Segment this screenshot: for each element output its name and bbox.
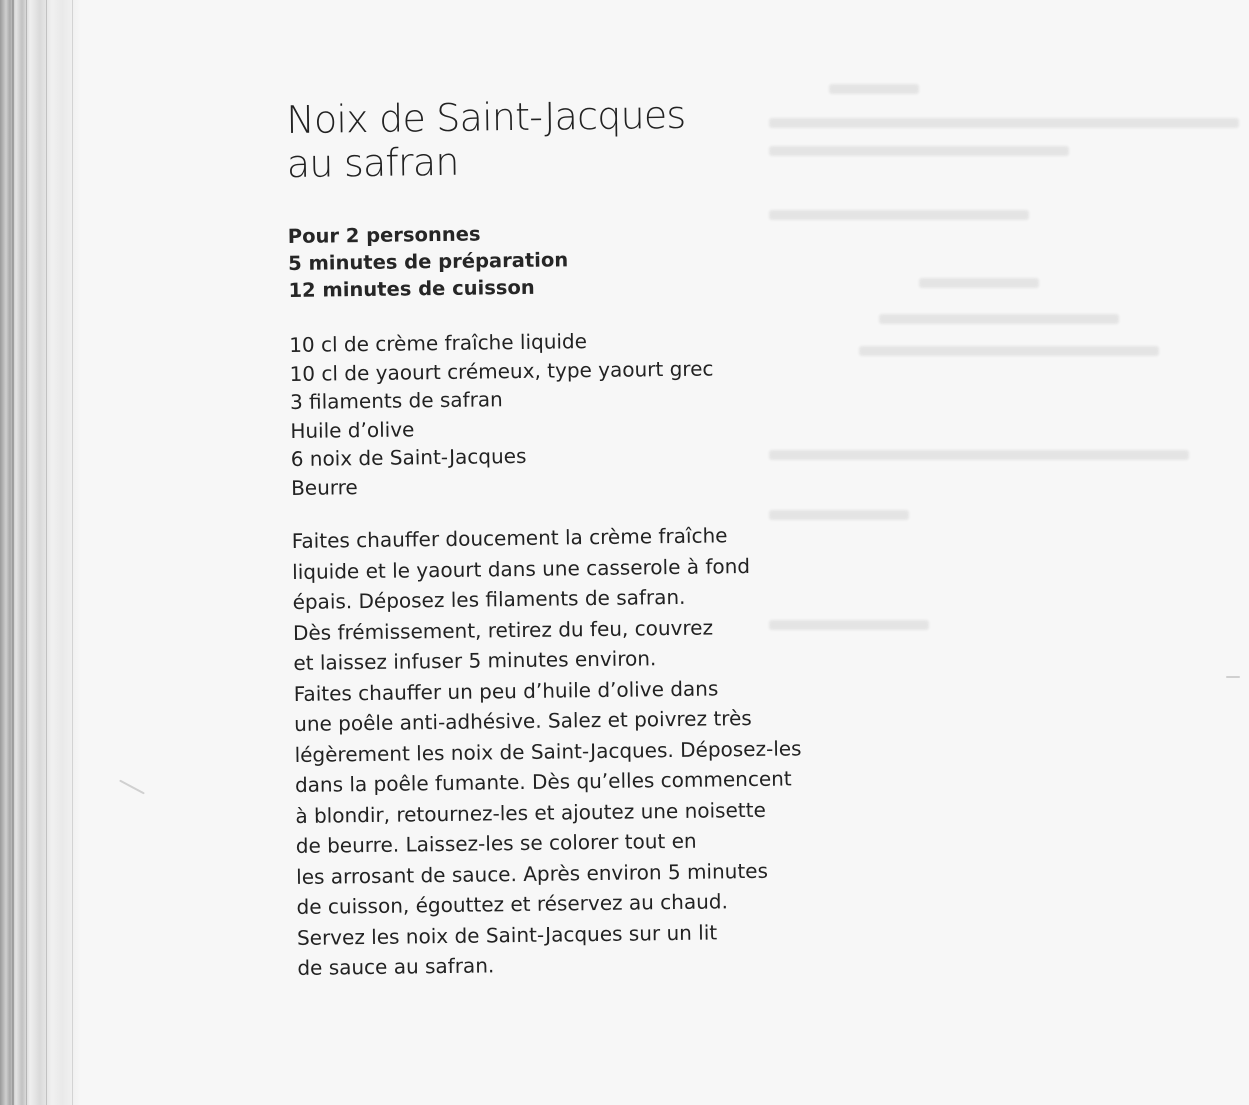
ingredient-item: 6 noix de Saint-Jacques xyxy=(290,443,527,471)
instruction-line: Faites chauffer un peu d’huile d’olive dans xyxy=(293,675,719,706)
prep-time: 5 minutes de préparation xyxy=(288,248,569,275)
scan-speck xyxy=(119,780,145,795)
instruction-line: les arrosant de sauce. Après environ 5 minutes xyxy=(296,858,769,889)
ingredient-item: 10 cl de yaourt crémeux, type yaourt grec xyxy=(289,355,714,386)
instruction-line: de cuisson, égouttez et réservez au chaud. xyxy=(296,889,729,919)
instruction-line: de beurre. Laissez-les se colorer tout en xyxy=(295,828,697,858)
recipe-meta xyxy=(288,216,849,304)
servings: Pour 2 personnes xyxy=(287,222,481,248)
ingredient-item: Huile d’olive xyxy=(290,416,415,443)
recipe-title-line: Noix de Saint-Jacques xyxy=(286,92,686,142)
instruction-line: liquide et le yaourt dans une casserole à fond xyxy=(292,553,751,584)
gutter-shadow-line xyxy=(72,0,73,1105)
instruction-line: Faites chauffer doucement la crème fraîche xyxy=(291,523,728,553)
gutter-shadow-line xyxy=(12,0,14,1105)
scan-speck xyxy=(1226,676,1240,678)
recipe-title-line: au safran xyxy=(286,139,459,186)
instruction-line: à blondir, retournez-les et ajoutez une noisette xyxy=(295,797,766,828)
gutter-shadow-line xyxy=(26,0,27,1105)
ingredient-item: Beurre xyxy=(290,474,358,500)
gutter-shadow-line xyxy=(46,0,47,1105)
instruction-line: Dès frémissement, retirez du feu, couvrez xyxy=(292,614,714,645)
instruction-line: une poêle anti-adhésive. Salez et poivrez très xyxy=(294,705,752,736)
instruction-line: de sauce au safran. xyxy=(297,953,495,980)
instruction-line: épais. Déposez les filaments de safran. xyxy=(292,584,686,614)
recipe-content xyxy=(286,91,858,984)
ingredient-item: 3 filaments de safran xyxy=(289,387,503,414)
instruction-line: et laissez infuser 5 minutes environ. xyxy=(293,646,657,675)
instructions xyxy=(292,519,858,984)
instruction-line: Servez les noix de Saint-Jacques sur un lit xyxy=(296,919,718,950)
ingredient-list xyxy=(289,324,851,502)
recipe-title xyxy=(286,91,847,186)
book-binding-gutter xyxy=(0,0,80,1105)
cook-time: 12 minutes de cuisson xyxy=(288,275,535,302)
ingredient-item: 10 cl de crème fraîche liquide xyxy=(289,329,588,357)
instruction-line: légèrement les noix de Saint-Jacques. Déposez-les xyxy=(294,735,802,767)
instruction-line: dans la poêle fumante. Dès qu’elles commencent xyxy=(294,766,792,797)
